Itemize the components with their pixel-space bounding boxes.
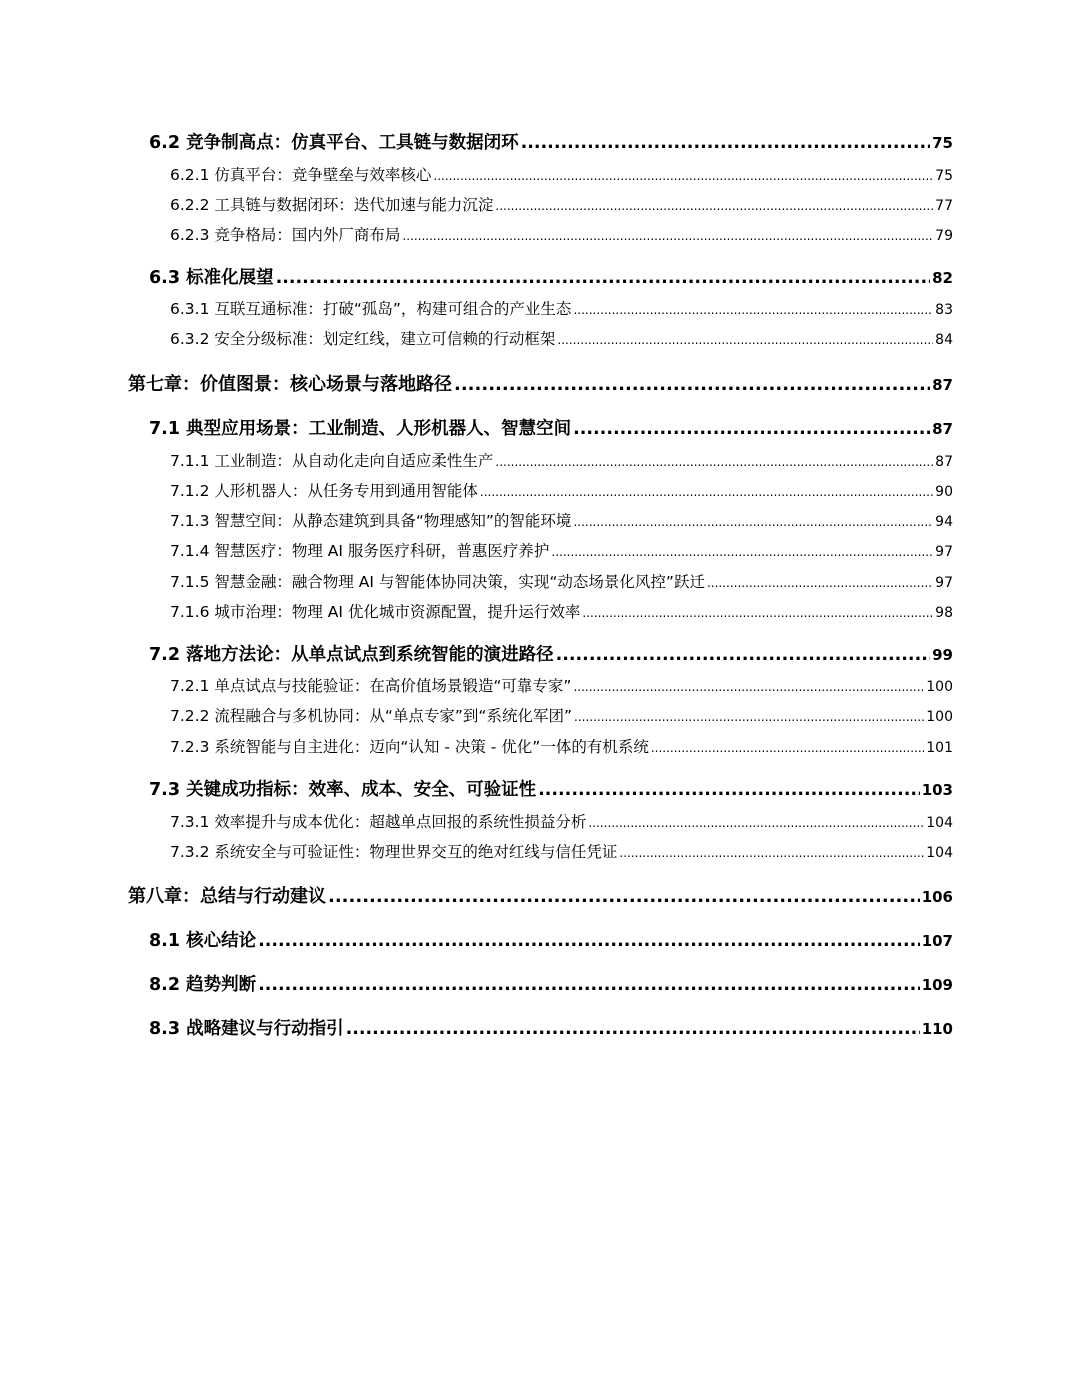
toc-entry-title: 7.1.5 智慧金融：融合物理 AI 与智能体协同决策，实现“动态场景化风控”跃迁 — [170, 573, 705, 591]
toc-entry-title: 8.1 核心结论 — [149, 931, 257, 951]
toc-entry-title: 7.3.2 系统安全与可验证性：物理世界交互的绝对红线与信任凭证 — [170, 843, 618, 861]
dot-leader — [651, 742, 924, 754]
toc-page-number: 110 — [921, 1020, 953, 1038]
toc-section-entry[interactable] — [149, 1021, 953, 1039]
toc-page-number: 75 — [935, 168, 953, 184]
toc-entry-title: 7.1 典型应用场景：工业制造、人形机器人、智慧空间 — [149, 419, 572, 439]
toc-entry-title: 7.1.2 人形机器人：从任务专用到通用智能体 — [170, 482, 478, 500]
toc-subsection-entry[interactable] — [170, 198, 953, 214]
toc-page-number: 83 — [935, 302, 953, 318]
toc-entry-title: 7.2.1 单点试点与技能验证：在高价值场景锻造“可靠专家” — [170, 677, 572, 695]
toc-section-entry[interactable] — [149, 977, 953, 995]
toc-subsection-entry[interactable] — [170, 605, 953, 621]
toc-subsection-entry[interactable] — [170, 815, 953, 831]
toc-page-number: 100 — [926, 679, 953, 695]
dot-leader — [573, 516, 933, 528]
toc-entry-title: 第七章：价值图景：核心场景与落地路径 — [128, 374, 452, 395]
toc-entry-title: 7.3.1 效率提升与成本优化：超越单点回报的系统性损益分析 — [170, 813, 587, 831]
toc-entry-title: 6.3.1 互联互通标准：打破“孤岛”，构建可组合的产业生态 — [170, 300, 572, 318]
dot-leader — [258, 933, 920, 951]
toc-page-number: 104 — [926, 845, 953, 861]
toc-entry-title: 8.2 趋势判断 — [149, 975, 257, 995]
toc-page-number: 75 — [932, 134, 953, 152]
dot-leader — [402, 230, 933, 242]
dot-leader — [588, 817, 924, 829]
dot-leader — [556, 647, 931, 665]
toc-subsection-entry[interactable] — [170, 679, 953, 695]
toc-page-number: 97 — [935, 575, 953, 591]
toc-subsection-entry[interactable] — [170, 514, 953, 530]
toc-page-number: 100 — [926, 709, 953, 725]
toc-subsection-entry[interactable] — [170, 575, 953, 591]
toc-entry-title: 6.2.2 工具链与数据闭环：迭代加速与能力沉淀 — [170, 196, 494, 214]
toc-page-number: 104 — [926, 815, 953, 831]
dot-leader — [707, 577, 933, 589]
toc-section-entry[interactable] — [149, 933, 953, 951]
toc-page-number: 87 — [935, 454, 953, 470]
toc-page-number: 106 — [921, 888, 953, 906]
toc-entry-title: 6.2.3 竞争格局：国内外厂商布局 — [170, 226, 401, 244]
toc-page-number: 107 — [921, 932, 953, 950]
toc-page-number: 77 — [935, 198, 953, 214]
toc-page-number: 87 — [932, 420, 953, 438]
toc-subsection-entry[interactable] — [170, 709, 953, 725]
toc-entry-title: 7.1.6 城市治理：物理 AI 优化城市资源配置，提升运行效率 — [170, 603, 581, 621]
dot-leader — [574, 711, 924, 723]
toc-entry-title: 7.2 落地方法论：从单点试点到系统智能的演进路径 — [149, 645, 554, 665]
toc-section-entry[interactable] — [149, 135, 953, 153]
toc-page-number: 84 — [935, 332, 953, 348]
dot-leader — [573, 681, 924, 693]
dot-leader — [521, 135, 931, 153]
dot-leader — [573, 304, 933, 316]
dot-leader — [619, 847, 924, 859]
toc-page-number: 99 — [932, 646, 953, 664]
toc-page-number: 79 — [935, 228, 953, 244]
toc-entry-title: 7.1.1 工业制造：从自动化走向自适应柔性生产 — [170, 452, 494, 470]
toc-subsection-entry[interactable] — [170, 332, 953, 348]
toc-entry-title: 6.3.2 安全分级标准：划定红线，建立可信赖的行动框架 — [170, 330, 556, 348]
toc-entry-title: 7.1.3 智慧空间：从静态建筑到具备“物理感知”的智能环境 — [170, 512, 572, 530]
toc-section-entry[interactable] — [149, 421, 953, 439]
toc-page-number: 101 — [926, 740, 953, 756]
dot-leader — [538, 782, 920, 800]
toc-entry-title: 第八章：总结与行动建议 — [128, 886, 326, 907]
toc-subsection-entry[interactable] — [170, 740, 953, 756]
dot-leader — [433, 170, 933, 182]
toc-chapter-entry[interactable] — [128, 376, 953, 394]
toc-page-number: 103 — [921, 781, 953, 799]
toc-section-entry[interactable] — [149, 647, 953, 665]
toc-page-number: 97 — [935, 544, 953, 560]
dot-leader — [328, 888, 920, 906]
dot-leader — [582, 607, 933, 619]
toc-entry-title: 7.2.2 流程融合与多机协同：从“单点专家”到“系统化军团” — [170, 707, 572, 725]
dot-leader — [557, 334, 933, 346]
toc-subsection-entry[interactable] — [170, 302, 953, 318]
toc-entry-title: 7.1.4 智慧医疗：物理 AI 服务医疗科研，普惠医疗养护 — [170, 542, 550, 560]
toc-subsection-entry[interactable] — [170, 228, 953, 244]
dot-leader — [480, 486, 933, 498]
dot-leader — [454, 376, 930, 394]
toc-entry-title: 6.2.1 仿真平台：竞争壁垒与效率核心 — [170, 166, 432, 184]
toc-entry-title: 8.3 战略建议与行动指引 — [149, 1019, 344, 1039]
toc-entry-title: 7.2.3 系统智能与自主进化：迈向“认知 - 决策 - 优化”一体的有机系统 — [170, 738, 649, 756]
toc-chapter-entry[interactable] — [128, 888, 953, 906]
toc-subsection-entry[interactable] — [170, 544, 953, 560]
toc-subsection-entry[interactable] — [170, 168, 953, 184]
dot-leader — [495, 456, 933, 468]
toc-page-number: 82 — [932, 269, 953, 287]
dot-leader — [573, 421, 930, 439]
toc-page-number: 94 — [935, 514, 953, 530]
toc-page-number: 87 — [932, 376, 953, 394]
toc-subsection-entry[interactable] — [170, 845, 953, 861]
toc-section-entry[interactable] — [149, 270, 953, 288]
dot-leader — [346, 1021, 920, 1039]
dot-leader — [276, 270, 931, 288]
dot-leader — [495, 200, 933, 212]
toc-entry-title: 7.3 关键成功指标：效率、成本、安全、可验证性 — [149, 780, 537, 800]
toc-entry-title: 6.3 标准化展望 — [149, 268, 274, 288]
toc-page-number: 90 — [935, 484, 953, 500]
dot-leader — [258, 977, 920, 995]
toc-subsection-entry[interactable] — [170, 484, 953, 500]
toc-page-number: 109 — [921, 976, 953, 994]
dot-leader — [551, 546, 933, 558]
toc-section-entry[interactable] — [149, 782, 953, 800]
toc-subsection-entry[interactable] — [170, 454, 953, 470]
toc-page-number: 98 — [935, 605, 953, 621]
toc-entry-title: 6.2 竞争制高点：仿真平台、工具链与数据闭环 — [149, 133, 519, 153]
